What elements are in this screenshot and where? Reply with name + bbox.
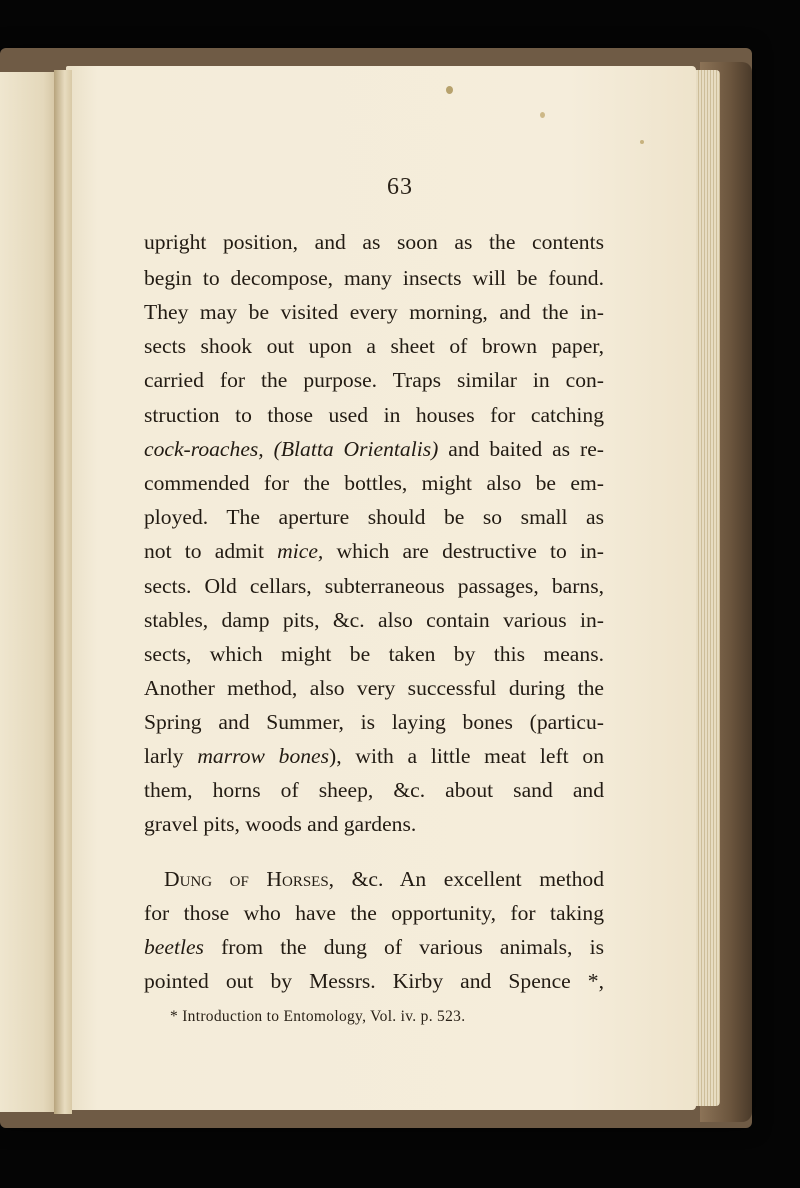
text-line: Another method, also very successful during the bbox=[144, 676, 604, 700]
text-line: ployed. The aperture should be so small as bbox=[144, 505, 604, 529]
text-line: sects, which might be taken by this means. bbox=[144, 642, 604, 666]
text-line: not to admit mice, which are destructive to in- bbox=[144, 539, 604, 563]
text-line: sects. Old cellars, subterraneous passages, barns, bbox=[144, 574, 604, 598]
text-line: for those who have the opportunity, for taking bbox=[144, 901, 604, 925]
text-line: cock-roaches, (Blatta Orientalis) and baited as re- bbox=[144, 437, 604, 461]
footnote: * Introduction to Entomology, Vol. iv. p. 523. bbox=[170, 1008, 466, 1025]
left-page-edge bbox=[0, 72, 62, 1112]
section-first-line: Dung of Horses, &c. An excellent method bbox=[164, 867, 604, 891]
text-line: larly marrow bones), with a little meat left on bbox=[144, 744, 604, 768]
text-line: sects shook out upon a sheet of brown paper, bbox=[144, 334, 604, 358]
foxing-spot bbox=[540, 112, 545, 118]
text-line: stables, damp pits, &c. also contain various in- bbox=[144, 608, 604, 632]
foxing-spot bbox=[446, 86, 453, 94]
text-line: them, horns of sheep, &c. about sand and bbox=[144, 778, 604, 802]
text-line: pointed out by Messrs. Kirby and Spence *, bbox=[144, 969, 604, 993]
text-line: struction to those used in houses for catching bbox=[144, 403, 604, 427]
page-number: 63 bbox=[387, 174, 413, 200]
text-line: commended for the bottles, might also be em- bbox=[144, 471, 604, 495]
text-line: Spring and Summer, is laying bones (particu- bbox=[144, 710, 604, 734]
text-line: carried for the purpose. Traps similar in con- bbox=[144, 368, 604, 392]
foxing-spot bbox=[640, 140, 644, 144]
text-line: gravel pits, woods and gardens. bbox=[144, 812, 417, 836]
text-line: beetles from the dung of various animals, is bbox=[144, 935, 604, 959]
section-heading: Dung of Horses, bbox=[164, 867, 335, 891]
text-line: They may be visited every morning, and the in- bbox=[144, 300, 604, 324]
book-gutter bbox=[54, 70, 72, 1114]
text-line: upright position, and as soon as the contents bbox=[144, 230, 604, 254]
text-line: begin to decompose, many insects will be found. bbox=[144, 266, 604, 290]
